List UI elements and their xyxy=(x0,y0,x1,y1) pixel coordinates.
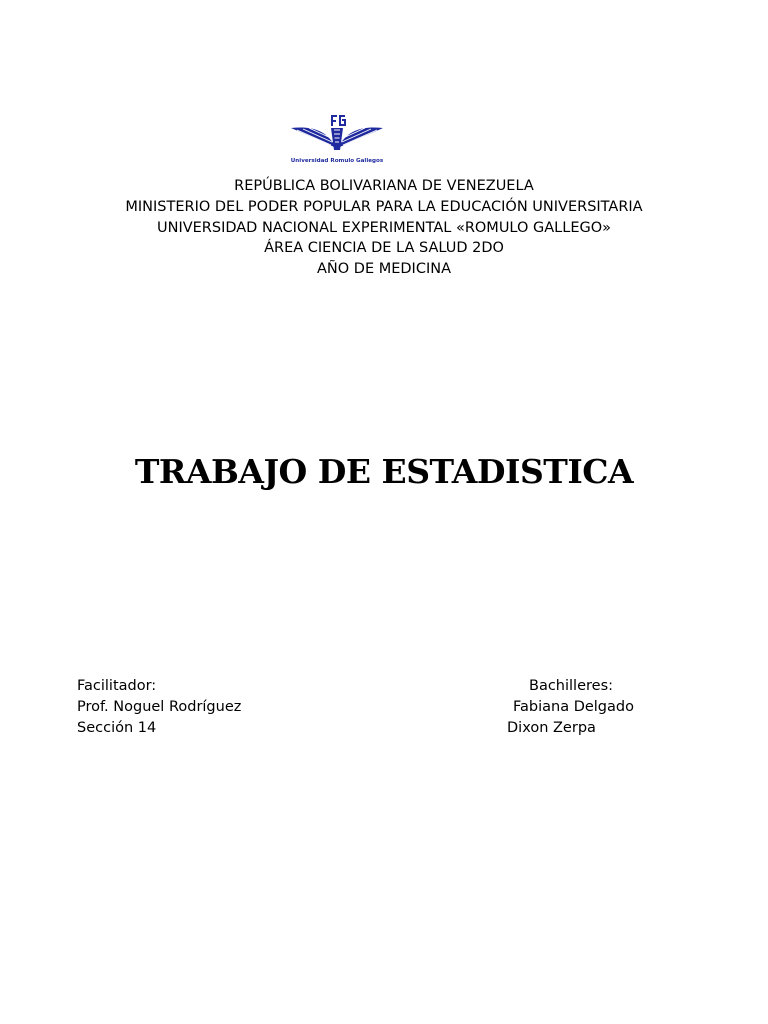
institution-header xyxy=(0,176,768,280)
facilitator-block xyxy=(77,676,241,738)
section-label: Sección 14 xyxy=(77,719,157,736)
document-title: TRABAJO DE ESTADISTICA xyxy=(134,452,634,491)
header-line-area: ÁREA CIENCIA DE LA SALUD 2DO xyxy=(264,240,504,257)
facilitator-name: Prof. Noguel Rodríguez xyxy=(77,698,242,715)
students-block xyxy=(500,676,650,738)
header-line-university: UNIVERSIDAD NACIONAL EXPERIMENTAL «ROMULO GALLEGO» xyxy=(156,219,612,236)
header-line-year: AÑO DE MEDICINA xyxy=(316,261,451,278)
university-emblem-icon xyxy=(287,112,387,168)
facilitator-label: Facilitador: xyxy=(77,678,157,694)
header-line-republic: REPÚBLICA BOLIVARIANA DE VENEZUELA xyxy=(234,178,534,194)
student-name: Dixon Zerpa xyxy=(507,719,596,736)
university-logo xyxy=(287,112,387,168)
students-label: Bachilleres: xyxy=(529,678,614,694)
student-name: Fabiana Delgado xyxy=(513,698,634,715)
logo-caption: Universidad Romulo Gallegos xyxy=(290,158,384,164)
header-line-ministry: MINISTERIO DEL PODER POPULAR PARA LA EDUCACIÓN UNIVERSITARIA xyxy=(125,198,643,215)
